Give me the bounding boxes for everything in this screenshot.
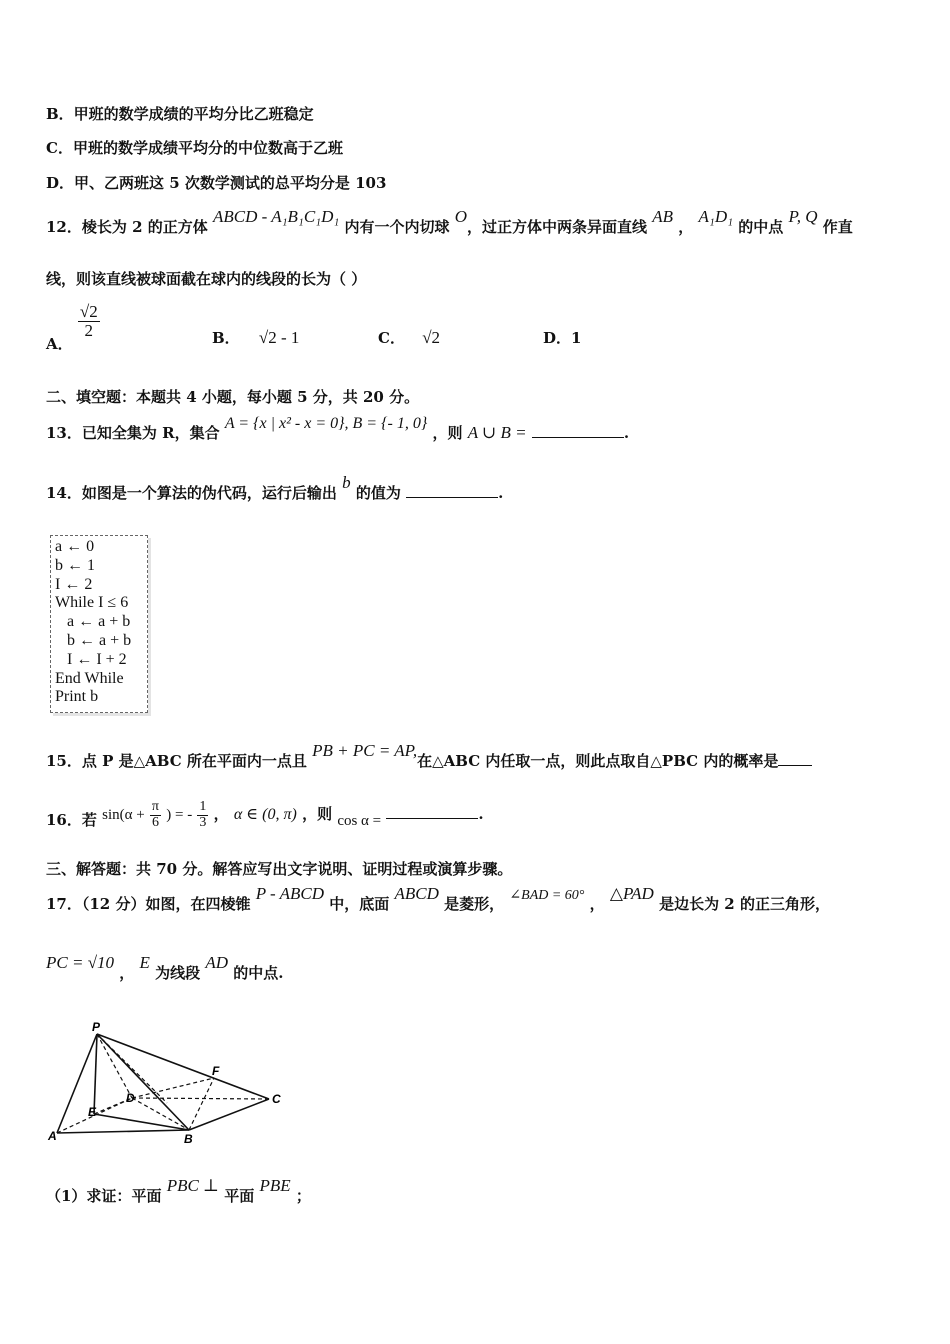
code-line: b ← a + b — [67, 631, 132, 649]
q13: 13．已知全集为 R，集合 A = {x | x² - x = 0}, B = {- 1, 0} ，则 A ∪ B = . — [46, 415, 630, 442]
label-a: A — [48, 1129, 57, 1143]
code-line: a ← 0 — [55, 538, 95, 555]
q15: 15．点 P 是△ABC 所在平面内一点且 PB + PC = AP,在△ABC 内任取一点，则此点取自△PBC 内的概率是 — [46, 750, 812, 771]
q13-sets: A = {x | x² - x = 0}, B = {- 1, 0} — [224, 415, 428, 432]
label-e: E — [88, 1105, 97, 1119]
code-line: Print b — [55, 688, 99, 706]
edge-dc — [132, 1098, 269, 1099]
code-line: End While — [55, 669, 124, 687]
label-d: D — [126, 1091, 135, 1105]
q14-answer-blank[interactable] — [406, 483, 498, 498]
section-2-heading: 二、填空题：本题共 4 小题，每小题 5 分，共 20 分。 — [46, 388, 420, 406]
code-line: I ← 2 — [55, 575, 93, 593]
edge-pe — [94, 1034, 97, 1114]
q14: 14．如图是一个算法的伪代码，运行后输出 b 的值为 . — [46, 473, 504, 502]
q17-line1: 17．（12 分）如图，在四棱锥 P - ABCD 中，底面 ABCD 是菱形， ∠BAD = 60° ， △PAD 是边长为 2 的正三角形， — [46, 884, 830, 913]
label-f: F — [212, 1064, 220, 1078]
code-line: While I ≤ 6 — [55, 594, 129, 612]
label-c: C — [272, 1092, 281, 1106]
q17-line2: PC = √10 ， E 为线段 AD 的中点. — [46, 953, 284, 982]
q11-option-c: C．甲班的数学成绩平均分的中位数高于乙班 — [46, 139, 343, 157]
code-line: b ← 1 — [55, 556, 95, 574]
edge-ab — [57, 1130, 189, 1133]
q16: 16．若 sin(α + $\frac{\pi}{6}$ ) = - $\frac{1}{3}$ ， α ∈ (0, π) ，则 cos α = . — [46, 799, 484, 830]
q12-option-a-fraction: $\frac{√2}{2}$ — [79, 302, 98, 340]
q17-part1: （1）求证：平面 PBC ⊥ 平面 PBE ； — [46, 1176, 311, 1205]
edge-bc — [189, 1099, 269, 1130]
q12-option-a: A． $\frac{√2}{2}$ — [46, 302, 98, 354]
label-p: P — [92, 1020, 101, 1034]
q12-cube: ABCD - A₁B₁C₁D₁ — [213, 207, 340, 226]
q12-option-c: C． √2 — [378, 328, 441, 347]
q15-answer-blank[interactable] — [778, 751, 812, 766]
q12-stem-line1: 12．棱长为 2 的正方体 ABCD - A₁B₁C₁D₁ 内有一个内切球 O，过正方体中两条异面直线 AB ， A₁D₁ 的中点 P, Q 作直 — [46, 207, 853, 236]
q12-option-b: B． √2 - 1 — [212, 328, 300, 347]
section-3-heading: 三、解答题：共 70 分。解答应写出文字说明、证明过程或演算步骤。 — [46, 860, 513, 878]
q11-option-d: D．甲、乙两班这 5 次数学测试的总平均分是 103 — [46, 174, 387, 192]
code-line: a ← a + b — [67, 613, 131, 631]
q12-option-d: D．1 — [543, 329, 582, 347]
q16-answer-blank[interactable] — [386, 804, 478, 819]
label-b: B — [184, 1132, 193, 1146]
edge-pc — [97, 1034, 269, 1099]
q13-answer-blank[interactable] — [532, 423, 624, 438]
q15-vector-eq: PB + PC = AP, — [312, 741, 418, 760]
q12-stem-line2: 线，则该直线被球面截在球内的线段的长为（ ） — [46, 270, 367, 288]
pyramid-figure — [44, 1018, 290, 1148]
code-line: I ← I + 2 — [67, 650, 127, 668]
pseudocode-box — [50, 535, 148, 713]
edge-pb — [97, 1034, 189, 1130]
q11-option-b: B．甲班的数学成绩的平均分比乙班稳定 — [46, 105, 314, 123]
